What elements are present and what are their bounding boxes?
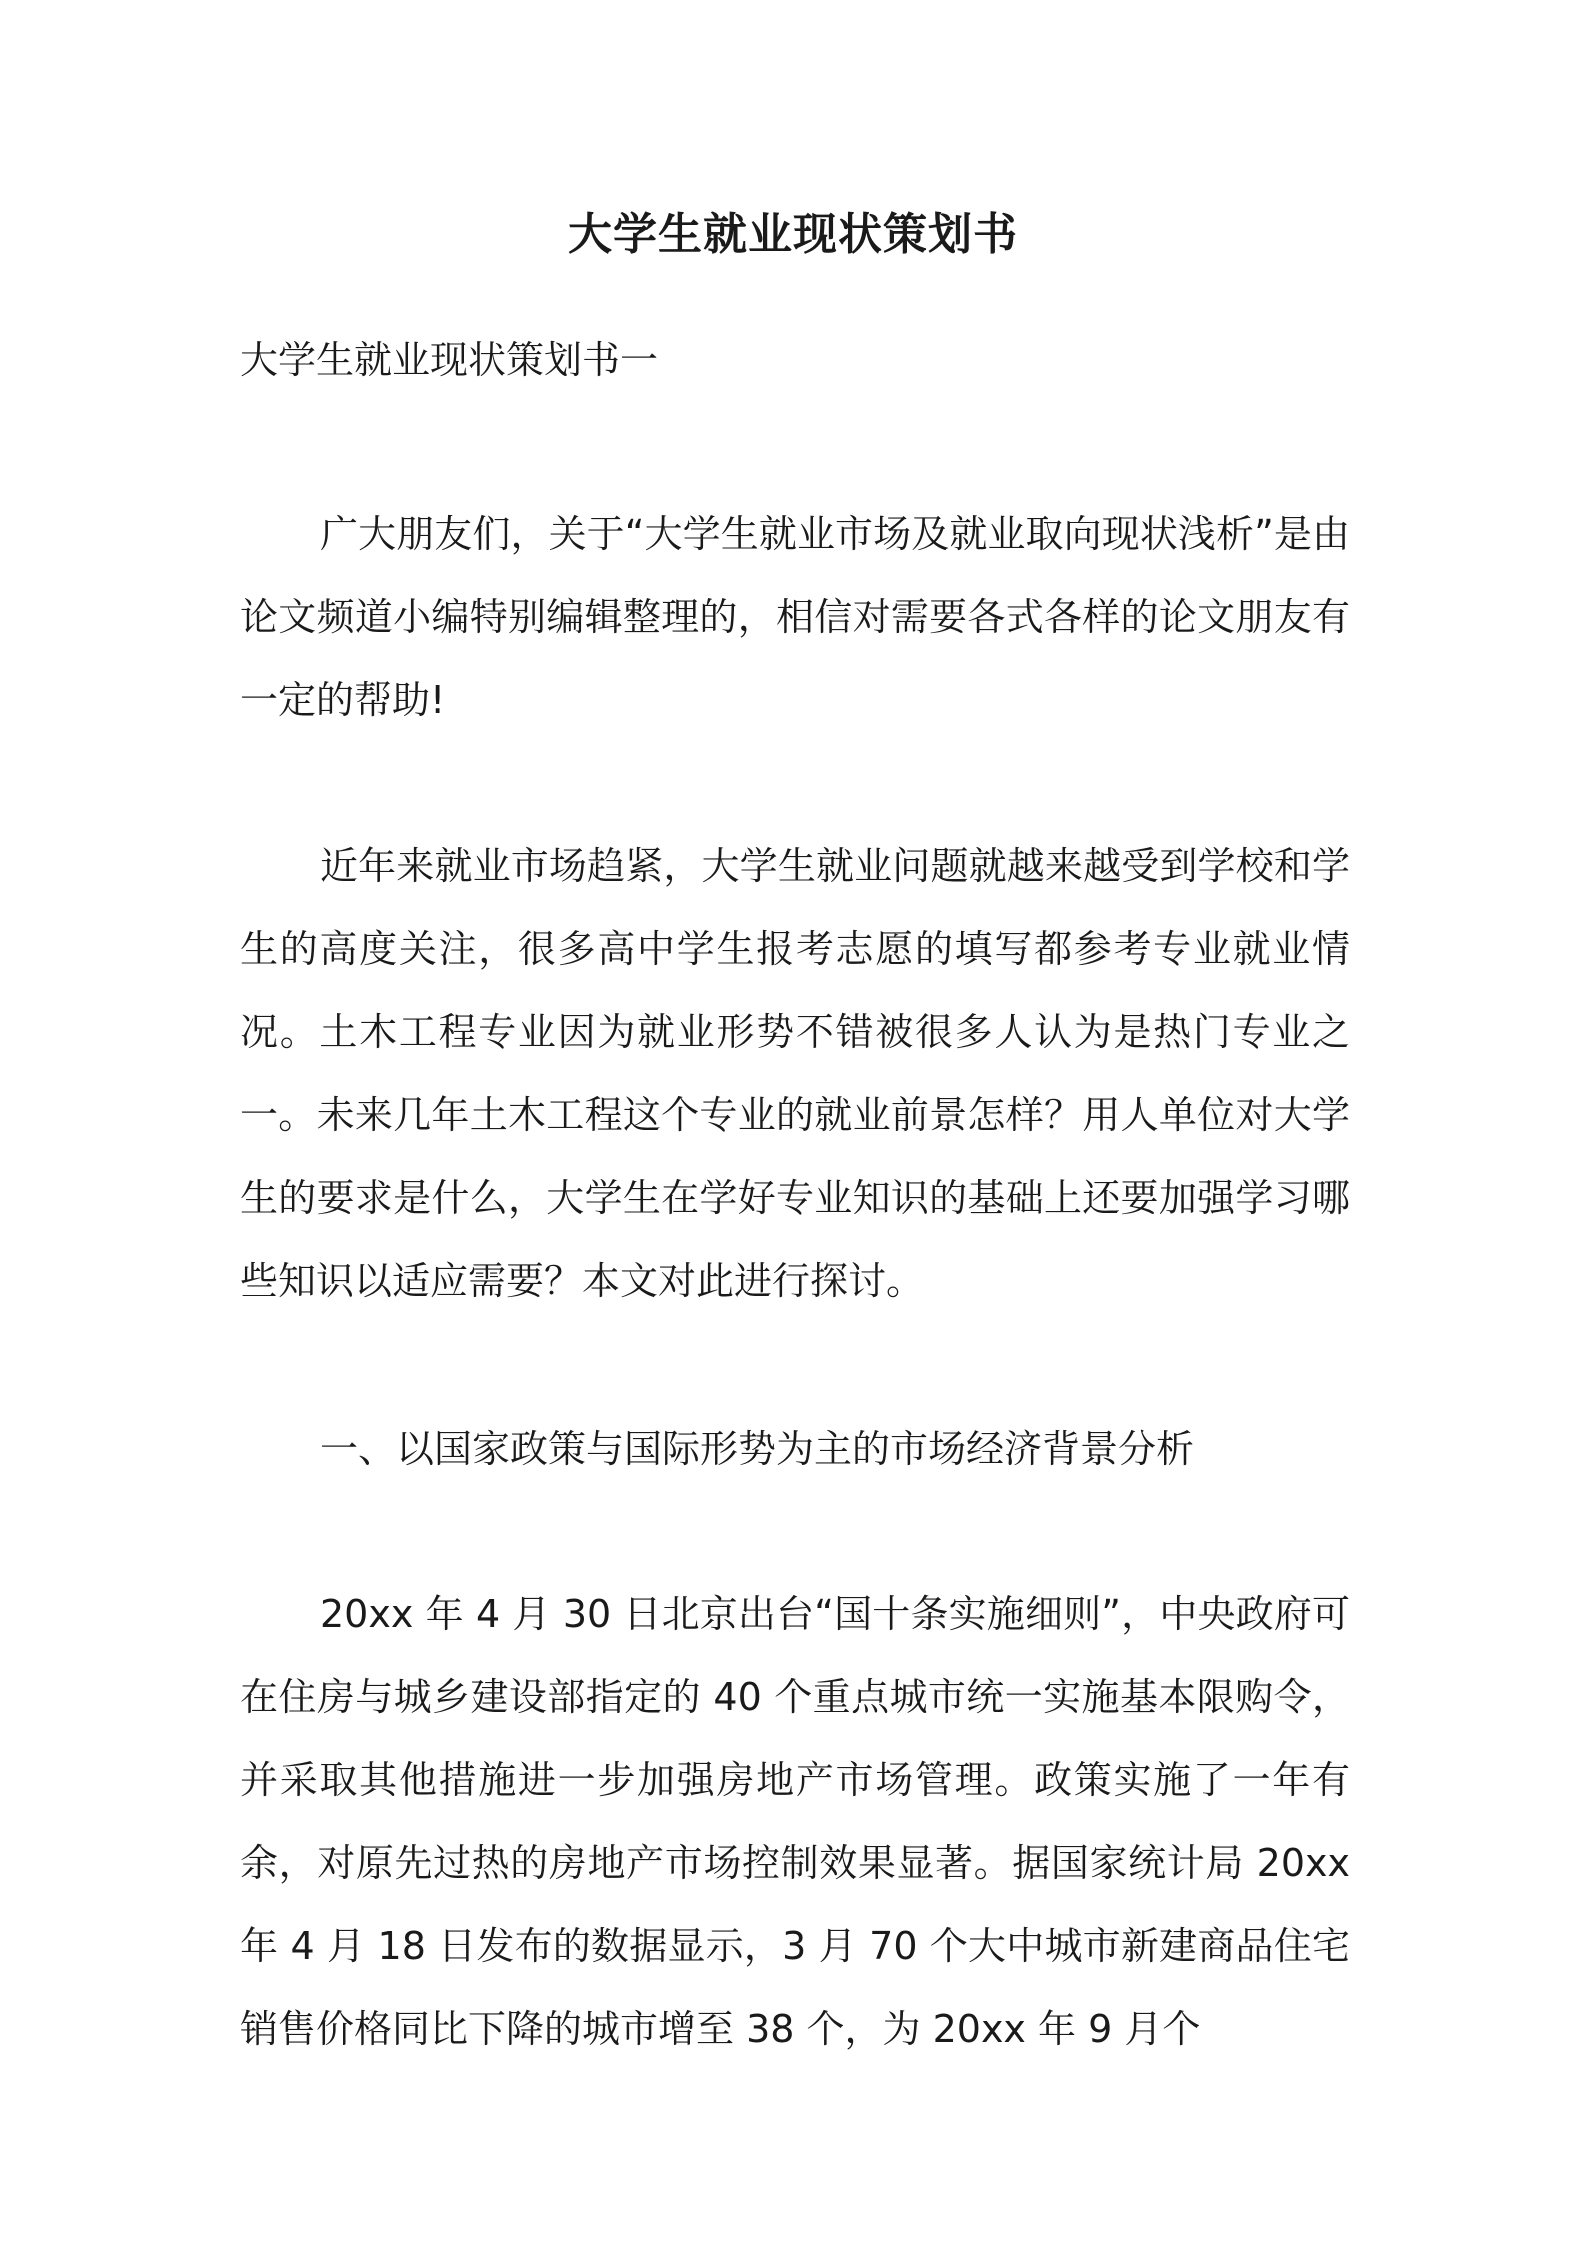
intro-paragraph: 广大朋友们，关于“大学生就业市场及就业取向现状浅析”是由论文频道小编特别编辑整理的，相信对需要各式各样的论文朋友有一定的帮助! [240,512,1350,722]
background-paragraph: 近年来就业市场趋紧，大学生就业问题就越来越受到学校和学生的高度关注，很多高中学生报考志愿的填写都参考专业就业情况。土木工程专业因为就业形势不错被很多人认为是热门专业之一。未来几年土木工程这个专业的就业前景怎样？用人单位对大学生的要求是什么，大学生在学好专业知识的基础上还要加强学习哪些知识以适应需要？本文对此进行探讨。 [240,844,1350,1303]
section-heading: 一、以国家政策与国际形势为主的市场经济背景分析 [320,1427,1195,1471]
policy-paragraph: 20xx 年 4 月 30 日北京出台“国十条实施细则”，中央政府可在住房与城乡建设部指定的 40 个重点城市统一实施基本限购令，并采取其他措施进一步加强房地产市场管理。政策实施了一年有余，对原先过热的房地产市场控制效果显著。据国家统计局 20xx 年 4 月 18 日发布的数据显示，3 月 70 个大中城市新建商品住宅销售价格同比下降的城市增至 38 个，为 20xx 年 9 月个 [240,1592,1350,2051]
document-subtitle: 大学生就业现状策划书一 [240,338,659,382]
document-title: 大学生就业现状策划书 [568,209,1018,260]
